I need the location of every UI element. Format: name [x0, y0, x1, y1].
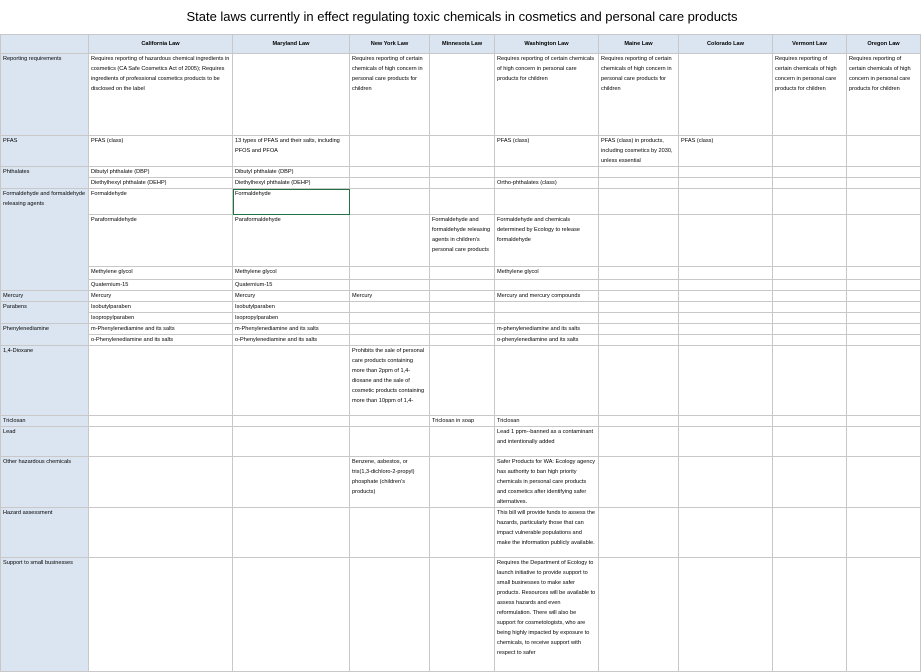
cell-phenylenediamine-washington-1[interactable]: m-phenylenediamine and its salts	[495, 324, 599, 335]
cell-small-businesses-maine[interactable]	[599, 558, 679, 672]
cell-formaldehyde-colorado-3[interactable]	[679, 267, 773, 280]
cell-formaldehyde-oregon-1[interactable]	[847, 189, 921, 215]
row-label-dioxane[interactable]: 1,4-Dioxane	[1, 346, 89, 416]
cell-hazard-washington[interactable]: This bill will provide funds to assess the hazards, particularly those that can impact vulnerable populations and make the information publicly available.	[495, 508, 599, 558]
cell-phthalates-vermont-1[interactable]	[773, 167, 847, 178]
cell-phenylenediamine-vermont-2[interactable]	[773, 335, 847, 346]
cell-pfas-washington[interactable]: PFAS (class)	[495, 136, 599, 167]
cell-parabens-washington-2[interactable]	[495, 313, 599, 324]
header-cell-new-york[interactable]: New York Law	[350, 35, 430, 54]
cell-parabens-new-york-2[interactable]	[350, 313, 430, 324]
sheet-title: State laws currently in effect regulating toxic chemicals in cosmetics and personal care products	[186, 9, 738, 24]
cell-phenylenediamine-colorado-2[interactable]	[679, 335, 773, 346]
cell-phthalates-california-2[interactable]: Diethylhexyl phthalate (DEHP)	[89, 178, 233, 189]
row-label-lead[interactable]: Lead	[1, 427, 89, 457]
row-label-parabens[interactable]: Parabens	[1, 302, 89, 324]
cell-mercury-maryland[interactable]: Mercury	[233, 291, 350, 302]
header-cell-maryland[interactable]: Maryland Law	[233, 35, 350, 54]
cell-other-vermont[interactable]	[773, 457, 847, 508]
cell-formaldehyde-oregon-2[interactable]	[847, 215, 921, 267]
cell-dioxane-minnesota[interactable]	[430, 346, 495, 416]
cell-dioxane-new-york[interactable]	[350, 346, 430, 416]
row-formaldehyde-3	[1, 267, 921, 280]
cell-phthalates-colorado-1[interactable]	[679, 167, 773, 178]
cell-formaldehyde-washington-2[interactable]: Formaldehyde and chemicals determined by Ecology to release formaldehyde	[495, 215, 599, 267]
cell-pfas-colorado[interactable]: PFAS (class)	[679, 136, 773, 167]
cell-mercury-vermont[interactable]	[773, 291, 847, 302]
cell-parabens-oregon-2[interactable]	[847, 313, 921, 324]
row-phthalates-1	[1, 167, 921, 178]
cell-phenylenediamine-colorado-1[interactable]	[679, 324, 773, 335]
cell-phthalates-new-york-1[interactable]	[350, 167, 430, 178]
cell-parabens-oregon-1[interactable]	[847, 302, 921, 313]
cell-phenylenediamine-maryland-2[interactable]: o-Phenylenediamine and its salts	[233, 335, 350, 346]
cell-hazard-maine[interactable]	[599, 508, 679, 558]
cell-formaldehyde-maryland-4[interactable]: Quaternium-15	[233, 280, 350, 291]
cell-other-california[interactable]	[89, 457, 233, 508]
cell-hazard-oregon[interactable]	[847, 508, 921, 558]
cell-dioxane-new-york-text: Prohibits the sale of personal care products containing more than 2ppm of 1,4-dioxane and the sale of cosmetic products containing more than 10ppm of 1,4-	[352, 348, 425, 404]
header-cell-california[interactable]: California Law	[89, 35, 233, 54]
cell-phthalates-colorado-2[interactable]	[679, 178, 773, 189]
cell-formaldehyde-california-3[interactable]: Methylene glycol	[89, 267, 233, 280]
cell-phthalates-washington-2[interactable]: Ortho-phthalates (class)	[495, 178, 599, 189]
cell-lead-california[interactable]	[89, 427, 233, 457]
cell-reporting-washington[interactable]: Requires reporting of certain chemicals of high concern in personal care products for children	[495, 54, 599, 136]
cell-dioxane-maine[interactable]	[599, 346, 679, 416]
row-lead	[1, 427, 921, 457]
cell-other-washington[interactable]: Safer Products for WA: Ecology agency has authority to ban high priority chemicals in personal care products and cosmetics after identifying safer alternatives.	[495, 457, 599, 508]
cell-phenylenediamine-oregon-2[interactable]	[847, 335, 921, 346]
cell-parabens-new-york-1[interactable]	[350, 302, 430, 313]
cell-other-maryland[interactable]	[233, 457, 350, 508]
cell-phenylenediamine-new-york-2[interactable]	[350, 335, 430, 346]
cell-formaldehyde-vermont-3[interactable]	[773, 267, 847, 280]
cell-small-businesses-california[interactable]	[89, 558, 233, 672]
cell-small-businesses-vermont[interactable]	[773, 558, 847, 672]
cell-parabens-minnesota-1[interactable]	[430, 302, 495, 313]
header-cell-maine[interactable]: Maine Law	[599, 35, 679, 54]
row-other	[1, 457, 921, 508]
cell-lead-new-york[interactable]	[350, 427, 430, 457]
header-cell-colorado[interactable]: Colorado Law	[679, 35, 773, 54]
row-dioxane	[1, 346, 921, 416]
cell-lead-minnesota[interactable]	[430, 427, 495, 457]
row-hazard	[1, 508, 921, 558]
cell-phenylenediamine-minnesota-2[interactable]	[430, 335, 495, 346]
cell-phthalates-maine-1[interactable]	[599, 167, 679, 178]
cell-phthalates-california-1[interactable]: Dibutyl phthalate (DBP)	[89, 167, 233, 178]
cell-pfas-california[interactable]: PFAS (class)	[89, 136, 233, 167]
cell-other-maine[interactable]	[599, 457, 679, 508]
cell-phthalates-maine-2[interactable]	[599, 178, 679, 189]
cell-phenylenediamine-vermont-1[interactable]	[773, 324, 847, 335]
cell-formaldehyde-new-york-2[interactable]	[350, 215, 430, 267]
cell-formaldehyde-maine-1[interactable]	[599, 189, 679, 215]
row-label-triclosan[interactable]: Triclosan	[1, 416, 89, 427]
cell-mercury-maine[interactable]	[599, 291, 679, 302]
cell-pfas-new-york[interactable]	[350, 136, 430, 167]
cell-phthalates-washington-1[interactable]	[495, 167, 599, 178]
cell-mercury-colorado[interactable]	[679, 291, 773, 302]
cell-formaldehyde-california-4[interactable]: Quaternium-15	[89, 280, 233, 291]
cell-lead-maryland[interactable]	[233, 427, 350, 457]
cell-reporting-california[interactable]: Requires reporting of hazardous chemical ingredients in cosmetics (CA Safe Cosmetics Act of 2005); Requires ingredients of professional cosmetics products to be disclosed on the label	[89, 54, 233, 136]
cell-formaldehyde-minnesota-3[interactable]	[430, 267, 495, 280]
row-formaldehyde-4	[1, 280, 921, 291]
cell-formaldehyde-minnesota-1[interactable]	[430, 189, 495, 215]
cell-formaldehyde-oregon-3[interactable]	[847, 267, 921, 280]
cell-phenylenediamine-maine-1[interactable]	[599, 324, 679, 335]
cell-formaldehyde-oregon-4[interactable]	[847, 280, 921, 291]
row-mercury	[1, 291, 921, 302]
cell-dioxane-colorado[interactable]	[679, 346, 773, 416]
cell-phthalates-maryland-2[interactable]: Diethylhexyl phthalate (DEHP)	[233, 178, 350, 189]
cell-reporting-colorado[interactable]	[679, 54, 773, 136]
cell-dioxane-vermont[interactable]	[773, 346, 847, 416]
row-phenylenediamine-1	[1, 324, 921, 335]
row-formaldehyde-2	[1, 215, 921, 267]
cell-lead-oregon[interactable]	[847, 427, 921, 457]
cell-small-businesses-new-york[interactable]	[350, 558, 430, 672]
cell-formaldehyde-minnesota-4[interactable]	[430, 280, 495, 291]
header-cell-washington[interactable]: Washington Law	[495, 35, 599, 54]
cell-formaldehyde-colorado-2[interactable]	[679, 215, 773, 267]
cell-formaldehyde-maryland-1-selected[interactable]: Formaldehyde	[233, 189, 350, 215]
cell-small-businesses-washington[interactable]	[495, 558, 599, 672]
cell-small-businesses-colorado[interactable]	[679, 558, 773, 672]
row-label-mercury[interactable]: Mercury	[1, 291, 89, 302]
cell-other-new-york[interactable]: Benzene, asbestos, or tris(1,3-dichloro-2-propyl) phosphate (children's products)	[350, 457, 430, 508]
cell-phenylenediamine-oregon-1[interactable]	[847, 324, 921, 335]
cell-mercury-oregon[interactable]	[847, 291, 921, 302]
cell-formaldehyde-california-1[interactable]: Formaldehyde	[89, 189, 233, 215]
row-label-formaldehyde[interactable]: Formaldehyde and formaldehyde releasing agents	[1, 189, 89, 291]
cell-mercury-new-york[interactable]: Mercury	[350, 291, 430, 302]
cell-formaldehyde-washington-4[interactable]	[495, 280, 599, 291]
cell-parabens-minnesota-2[interactable]	[430, 313, 495, 324]
cell-reporting-minnesota[interactable]	[430, 54, 495, 136]
cell-formaldehyde-vermont-2[interactable]	[773, 215, 847, 267]
cell-phenylenediamine-california-2[interactable]: o-Phenylenediamine and its salts	[89, 335, 233, 346]
cell-pfas-vermont[interactable]	[773, 136, 847, 167]
cell-formaldehyde-colorado-4[interactable]	[679, 280, 773, 291]
cell-pfas-maryland[interactable]: 13 types of PFAS and their salts, including PFOS and PFOA	[233, 136, 350, 167]
cell-triclosan-maryland[interactable]	[233, 416, 350, 427]
cell-formaldehyde-maine-3[interactable]	[599, 267, 679, 280]
header-cell-corner[interactable]	[1, 35, 89, 54]
cell-phthalates-new-york-2[interactable]	[350, 178, 430, 189]
cell-mercury-minnesota[interactable]	[430, 291, 495, 302]
cell-reporting-new-york[interactable]: Requires reporting of certain chemicals of high concern in personal care products for children	[350, 54, 430, 136]
cell-lead-vermont[interactable]	[773, 427, 847, 457]
cell-parabens-maine-2[interactable]	[599, 313, 679, 324]
row-phthalates-2	[1, 178, 921, 189]
cell-parabens-vermont-1[interactable]	[773, 302, 847, 313]
row-label-small-businesses[interactable]: Support to small businesses	[1, 558, 89, 672]
cell-hazard-california[interactable]	[89, 508, 233, 558]
row-parabens-2	[1, 313, 921, 324]
cell-reporting-maine[interactable]: Requires reporting of certain chemicals of high concern in personal care products for children	[599, 54, 679, 136]
cell-hazard-vermont[interactable]	[773, 508, 847, 558]
cell-parabens-maryland-2[interactable]: Isopropylparaben	[233, 313, 350, 324]
row-pfas	[1, 136, 921, 167]
cell-lead-colorado[interactable]	[679, 427, 773, 457]
cell-triclosan-maine[interactable]	[599, 416, 679, 427]
cell-pfas-minnesota[interactable]	[430, 136, 495, 167]
cell-parabens-maine-1[interactable]	[599, 302, 679, 313]
cell-phenylenediamine-california-1[interactable]: m-Phenylenediamine and its salts	[89, 324, 233, 335]
row-phenylenediamine-2	[1, 335, 921, 346]
cell-formaldehyde-minnesota-2[interactable]: Formaldehyde and formaldehyde releasing agents in children's personal care products	[430, 215, 495, 267]
cell-small-businesses-oregon[interactable]	[847, 558, 921, 672]
cell-formaldehyde-maine-2[interactable]	[599, 215, 679, 267]
laws-table	[0, 34, 921, 672]
row-label-pfas[interactable]: PFAS	[1, 136, 89, 167]
cell-formaldehyde-california-2[interactable]: Paraformaldehyde	[89, 215, 233, 267]
header-cell-vermont[interactable]: Vermont Law	[773, 35, 847, 54]
cell-parabens-california-1[interactable]: Isobutylparaben	[89, 302, 233, 313]
cell-triclosan-minnesota[interactable]: Triclosan in soap	[430, 416, 495, 427]
row-label-phenylenediamine[interactable]: Phenylenediamine	[1, 324, 89, 346]
cell-other-colorado[interactable]	[679, 457, 773, 508]
row-small-businesses	[1, 558, 921, 672]
row-formaldehyde-1	[1, 189, 921, 215]
cell-small-businesses-maryland[interactable]	[233, 558, 350, 672]
cell-hazard-minnesota[interactable]	[430, 508, 495, 558]
cell-parabens-maryland-1[interactable]: Isobutylparaben	[233, 302, 350, 313]
cell-phenylenediamine-maryland-1[interactable]: m-Phenylenediamine and its salts	[233, 324, 350, 335]
cell-reporting-vermont[interactable]: Requires reporting of certain chemicals of high concern in personal care products for children	[773, 54, 847, 136]
cell-mercury-california[interactable]: Mercury	[89, 291, 233, 302]
cell-parabens-washington-1[interactable]	[495, 302, 599, 313]
cell-formaldehyde-colorado-1[interactable]	[679, 189, 773, 215]
cell-formaldehyde-maine-4[interactable]	[599, 280, 679, 291]
cell-dioxane-california[interactable]	[89, 346, 233, 416]
row-label-hazard[interactable]: Hazard assessment	[1, 508, 89, 558]
cell-parabens-california-2[interactable]: Isopropylparaben	[89, 313, 233, 324]
cell-pfas-maine[interactable]: PFAS (class) in products, including cosmetics by 2030, unless essential	[599, 136, 679, 167]
cell-mercury-washington[interactable]: Mercury and mercury compounds	[495, 291, 599, 302]
cell-phenylenediamine-washington-2[interactable]: o-phenylenediamine and its salts	[495, 335, 599, 346]
cell-formaldehyde-vermont-4[interactable]	[773, 280, 847, 291]
cell-formaldehyde-vermont-1[interactable]	[773, 189, 847, 215]
cell-reporting-oregon[interactable]: Requires reporting of certain chemicals of high concern in personal care products for children	[847, 54, 921, 136]
cell-phenylenediamine-maine-2[interactable]	[599, 335, 679, 346]
cell-formaldehyde-maryland-3[interactable]: Methylene glycol	[233, 267, 350, 280]
cell-phthalates-oregon-1[interactable]	[847, 167, 921, 178]
cell-lead-washington[interactable]: Lead 1 ppm--banned as a contaminant and intentionally added	[495, 427, 599, 457]
cell-dioxane-washington[interactable]	[495, 346, 599, 416]
cell-dioxane-oregon[interactable]	[847, 346, 921, 416]
cell-small-businesses-minnesota[interactable]	[430, 558, 495, 672]
header-row	[1, 35, 921, 54]
cell-triclosan-washington[interactable]: Triclosan	[495, 416, 599, 427]
cell-formaldehyde-new-york-1[interactable]	[350, 189, 430, 215]
cell-hazard-new-york[interactable]	[350, 508, 430, 558]
cell-triclosan-vermont[interactable]	[773, 416, 847, 427]
row-label-phthalates[interactable]: Phthalates	[1, 167, 89, 189]
header-cell-minnesota[interactable]: Minnesota Law	[430, 35, 495, 54]
row-parabens-1	[1, 302, 921, 313]
cell-triclosan-california[interactable]	[89, 416, 233, 427]
cell-triclosan-oregon[interactable]	[847, 416, 921, 427]
cell-phthalates-vermont-2[interactable]	[773, 178, 847, 189]
cell-formaldehyde-new-york-3[interactable]	[350, 267, 430, 280]
cell-pfas-oregon[interactable]	[847, 136, 921, 167]
cell-small-businesses-washington-text: Requires the Department of Ecology to launch initiative to provide support to small businesses to make safer products. Resources will be available to assess hazards and even reformulation. There will also be support for cosmetologists, who are being highly impacted by exposure to chemicals, to receive support with respect to safer	[497, 560, 596, 656]
cell-phthalates-oregon-2[interactable]	[847, 178, 921, 189]
cell-triclosan-colorado[interactable]	[679, 416, 773, 427]
row-label-other[interactable]: Other hazardous chemicals	[1, 457, 89, 508]
cell-parabens-colorado-2[interactable]	[679, 313, 773, 324]
cell-phenylenediamine-minnesota-1[interactable]	[430, 324, 495, 335]
cell-hazard-colorado[interactable]	[679, 508, 773, 558]
cell-lead-maine[interactable]	[599, 427, 679, 457]
cell-hazard-maryland[interactable]	[233, 508, 350, 558]
cell-parabens-vermont-2[interactable]	[773, 313, 847, 324]
row-triclosan	[1, 416, 921, 427]
cell-other-minnesota[interactable]	[430, 457, 495, 508]
row-label-reporting[interactable]: Reporting requirements	[1, 54, 89, 136]
cell-formaldehyde-new-york-4[interactable]	[350, 280, 430, 291]
cell-phthalates-minnesota-1[interactable]	[430, 167, 495, 178]
header-cell-oregon[interactable]: Oregon Law	[847, 35, 921, 54]
cell-triclosan-new-york[interactable]	[350, 416, 430, 427]
cell-phthalates-maryland-1[interactable]: Dibutyl phthalate (DBP)	[233, 167, 350, 178]
cell-formaldehyde-washington-3[interactable]: Methylene glycol	[495, 267, 599, 280]
cell-other-oregon[interactable]	[847, 457, 921, 508]
row-reporting	[1, 54, 921, 136]
cell-formaldehyde-washington-1[interactable]	[495, 189, 599, 215]
cell-dioxane-maryland[interactable]	[233, 346, 350, 416]
cell-parabens-colorado-1[interactable]	[679, 302, 773, 313]
cell-phenylenediamine-new-york-1[interactable]	[350, 324, 430, 335]
cell-reporting-maryland[interactable]	[233, 54, 350, 136]
cell-phthalates-minnesota-2[interactable]	[430, 178, 495, 189]
cell-formaldehyde-maryland-2[interactable]: Paraformaldehyde	[233, 215, 350, 267]
